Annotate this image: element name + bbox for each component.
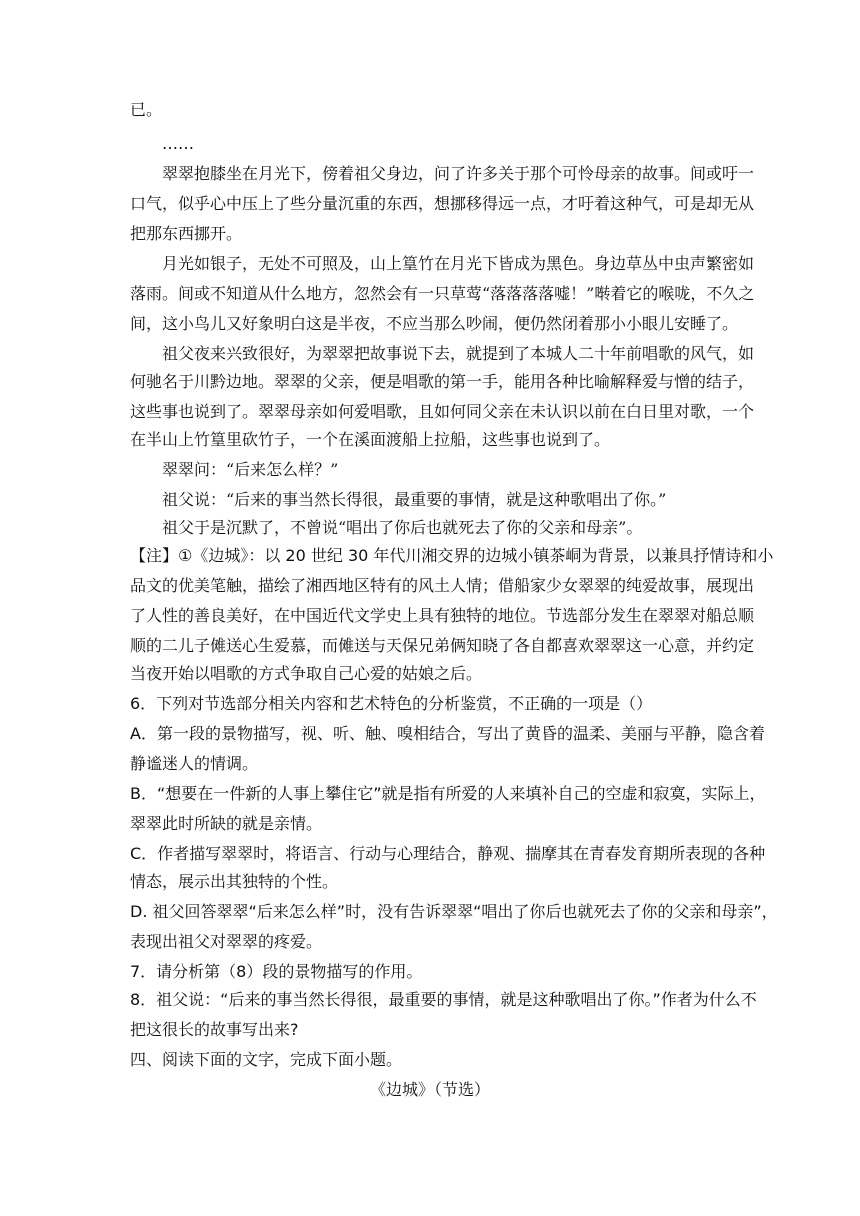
passage-line: 翠翠抱膝坐在月光下，傍着祖父身边，问了许多关于那个可怜母亲的故事。间或吁一 bbox=[162, 164, 755, 183]
passage-line: 这些事也说到了。翠翠母亲如何爱唱歌，且如何同父亲在未认识以前在白日里对歌，一个 bbox=[130, 402, 755, 421]
passage-line: 月光如银子，无处不可照及，山上篁竹在月光下皆成为黑色。身边草丛中虫声繁密如 bbox=[162, 254, 755, 273]
passage-ellipsis: …… bbox=[162, 134, 194, 153]
note-line: 品文的优美笔触，描绘了湘西地区特有的风土人情；借船家少女翠翠的纯爱故事，展现出 bbox=[130, 576, 755, 595]
passage-line: 祖父夜来兴致很好，为翠翠把故事说下去，就提到了本城人二十年前唱歌的风气，如 bbox=[162, 344, 755, 363]
passage-line: 已。 bbox=[130, 100, 163, 119]
passage-line: 在半山上竹篁里砍竹子，一个在溪面渡船上拉船，这些事也说到了。 bbox=[130, 430, 611, 449]
passage-line: 祖父于是沉默了，不曾说“唱出了你后也就死去了你的父亲和母亲”。 bbox=[162, 518, 643, 537]
option-a: A．第一段的景物描写，视、听、触、嗅相结合，写出了黄昏的温柔、美丽与平静，隐含着 bbox=[130, 724, 765, 743]
section-instruction: 四、阅读下面的文字，完成下面小题。 bbox=[130, 1050, 403, 1069]
passage-line: 翠翠问：“后来怎么样？” bbox=[162, 460, 339, 479]
option-d-cont: 表现出祖父对翠翠的疼爱。 bbox=[130, 932, 323, 951]
section-title: 《边城》（节选） bbox=[369, 1080, 490, 1099]
passage-line: 间，这小鸟儿又好象明白这是半夜，不应当那么吵闹，便仍然闭着那小小眼儿安睡了。 bbox=[130, 314, 739, 333]
passage-line: 何驰名于川黔边地。翠翠的父亲，便是唱歌的第一手，能用各种比喻解释爱与憎的结子， bbox=[130, 372, 755, 391]
option-b: B．“想要在一件新的人事上攀住它”就是指有所爱的人来填补自己的空虚和寂寞，实际上， bbox=[130, 784, 766, 803]
question-6: 6．下列对节选部分相关内容和艺术特色的分析鉴赏，不正确的一项是（） bbox=[130, 694, 653, 713]
passage-line: 口气，似乎心中压上了些分量沉重的东西，想挪移得远一点，才吁着这种气，可是却无从 bbox=[130, 194, 755, 213]
option-c-cont: 情态，展示出其独特的个性。 bbox=[130, 872, 339, 891]
option-b-cont: 翠翠此时所缺的就是亲情。 bbox=[130, 814, 323, 833]
note-line: 顺的二儿子傩送心生爱慕，而傩送与天保兄弟俩知晓了各自都喜欢翠翠这一心意，并约定 bbox=[130, 636, 755, 655]
passage-line: 祖父说：“后来的事当然长得很，最重要的事情，就是这种歌唱出了你。” bbox=[162, 490, 667, 509]
option-d: D. 祖父回答翠翠“后来怎么样”时，没有告诉翠翠“唱出了你后也就死去了你的父亲和母亲”， bbox=[130, 902, 778, 921]
option-a-cont: 静谧迷人的情调。 bbox=[130, 754, 259, 773]
note-line: 当夜开始以唱歌的方式争取自己心爱的姑娘之后。 bbox=[130, 664, 483, 683]
passage-line: 落雨。间或不知道从什么地方，忽然会有一只草莺“落落落落嘘！”啭着它的喉咙，不久之 bbox=[130, 284, 755, 303]
question-7: 7．请分析第（8）段的景物描写的作用。 bbox=[130, 962, 423, 981]
note-line: 了人性的善良美好，在中国近代文学史上具有独特的地位。节选部分发生在翠翠对船总顺 bbox=[130, 606, 755, 625]
question-8: 8．祖父说：“后来的事当然长得很，最重要的事情，就是这种歌唱出了你。”作者为什么不 bbox=[130, 990, 757, 1009]
option-c: C．作者描写翠翠时，将语言、行动与心理结合，静观、揣摩其在青春发育期所表现的各种 bbox=[130, 844, 766, 863]
passage-line: 把那东西挪开。 bbox=[130, 224, 243, 243]
note-line: 【注】①《边城》：以 20 世纪 30 年代川湘交界的边城小镇茶峒为背景，以兼具抒情诗和小 bbox=[130, 546, 774, 565]
question-8-cont: 把这很长的故事写出来? bbox=[130, 1020, 299, 1039]
